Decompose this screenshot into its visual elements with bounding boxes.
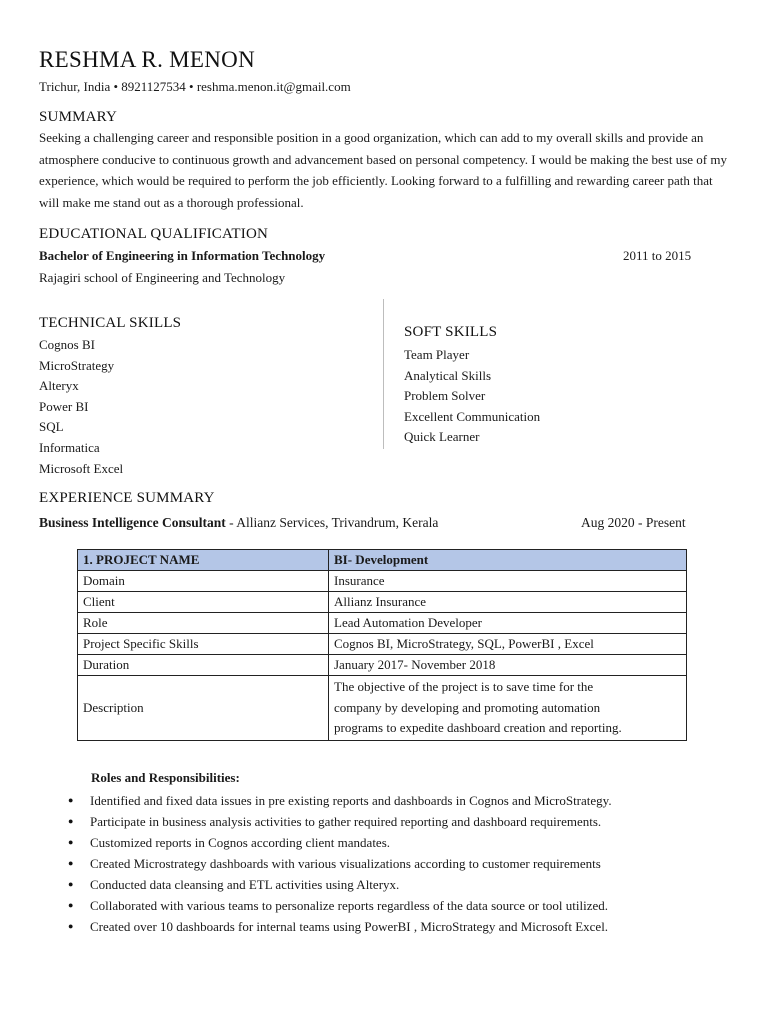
candidate-name: RESHMA R. MENON [39, 47, 256, 72]
education-degree: Bachelor of Engineering in Information Technology [39, 248, 326, 263]
summary-text: Seeking a challenging career and responsible position in a good organization, which can add to my overall skills and provide an atmosphere conducive to continuous growth and advancement based on personal competency. I would be making the best use of my experience, which would be required to perform the job efficiently. Looking forward to a fulfilling and rewarding career path that will make me stand out as a thorough professional. [39, 130, 727, 210]
list-item: ● Created over 10 dashboards for internal teams using PowerBI , MicroStrategy and Microsoft Excel. [68, 916, 612, 937]
table-row [78, 592, 687, 613]
experience-heading: EXPERIENCE SUMMARY [39, 490, 215, 506]
table-cell-label: Role [78, 613, 329, 634]
list-item: Problem Solver [404, 388, 486, 404]
table-row [78, 613, 687, 634]
list-item: ● Conducted data cleansing and ETL activities using Alteryx. [68, 874, 612, 895]
job-company: - Allianz Services, Trivandrum, Kerala [225, 515, 439, 530]
list-item: ● Collaborated with various teams to personalize reports regardless of the data source or tool utilized. [68, 895, 612, 916]
table-row [78, 571, 687, 592]
table-cell-label: Duration [78, 655, 329, 676]
list-item: ● Created Microstrategy dashboards with various visualizations according to customer requirements [68, 853, 612, 874]
list-item: SQL [39, 419, 64, 435]
job-title: Business Intelligence Consultant [39, 515, 226, 530]
list-item: Microsoft Excel [39, 460, 124, 476]
list-item: ● Customized reports in Cognos according client mandates. [68, 832, 612, 853]
description-line: programs to expedite dashboard creation and reporting. [334, 720, 622, 736]
table-cell-label: Description [78, 676, 329, 741]
list-item: Excellent Communication [404, 408, 541, 424]
list-item: Analytical Skills [404, 367, 492, 383]
education-school: Rajagiri school of Engineering and Technology [39, 270, 286, 285]
project-table [77, 549, 687, 741]
table-cell-label: Project Specific Skills [78, 634, 329, 655]
list-item: Cognos BI [39, 337, 95, 352]
list-item: ● Identified and fixed data issues in pre existing reports and dashboards in Cognos and MicroStrategy. [68, 790, 612, 811]
roles-list [68, 790, 612, 937]
table-header-value: BI- Development [329, 550, 687, 571]
table-row [78, 655, 687, 676]
contact-info: Trichur, India • 8921127534 • reshma.menon.it@gmail.com [39, 79, 351, 94]
list-item: MicroStrategy [39, 357, 115, 373]
table-header-row [78, 550, 687, 571]
table-cell-value: January 2017- November 2018 [329, 655, 687, 676]
table-cell-description [329, 676, 687, 741]
column-divider [383, 299, 384, 449]
list-item: Quick Learner [404, 429, 480, 445]
list-item: Alteryx [39, 378, 79, 394]
table-cell-label: Client [78, 592, 329, 613]
table-cell-label: Domain [78, 571, 329, 592]
list-item: Power BI [39, 398, 89, 414]
table-cell-value: Lead Automation Developer [329, 613, 687, 634]
summary-heading: SUMMARY [39, 109, 118, 125]
experience-position [39, 515, 438, 531]
technical-skills-heading: TECHNICAL SKILLS [39, 315, 182, 331]
table-cell-value: Insurance [329, 571, 687, 592]
education-years: 2011 to 2015 [623, 248, 692, 263]
list-item: ● Participate in business analysis activities to gather required reporting and dashboard requirements. [68, 811, 612, 832]
description-line: The objective of the project is to save time for the [334, 679, 594, 695]
description-line: company by developing and promoting automation [334, 699, 601, 715]
experience-dates: Aug 2020 - Present [581, 515, 686, 530]
list-item: Informatica [39, 439, 100, 455]
table-cell-value: Allianz Insurance [329, 592, 687, 613]
table-cell-value: Cognos BI, MicroStrategy, SQL, PowerBI , Excel [329, 634, 687, 655]
table-row-description [78, 676, 687, 741]
table-row [78, 634, 687, 655]
roles-heading: Roles and Responsibilities: [91, 770, 240, 785]
list-item: Team Player [404, 347, 470, 362]
soft-skills-list [404, 345, 540, 448]
table-header-label: 1. PROJECT NAME [78, 550, 329, 571]
education-heading: EDUCATIONAL QUALIFICATION [39, 226, 269, 242]
technical-skills-list [39, 335, 123, 479]
soft-skills-heading: SOFT SKILLS [404, 324, 498, 340]
